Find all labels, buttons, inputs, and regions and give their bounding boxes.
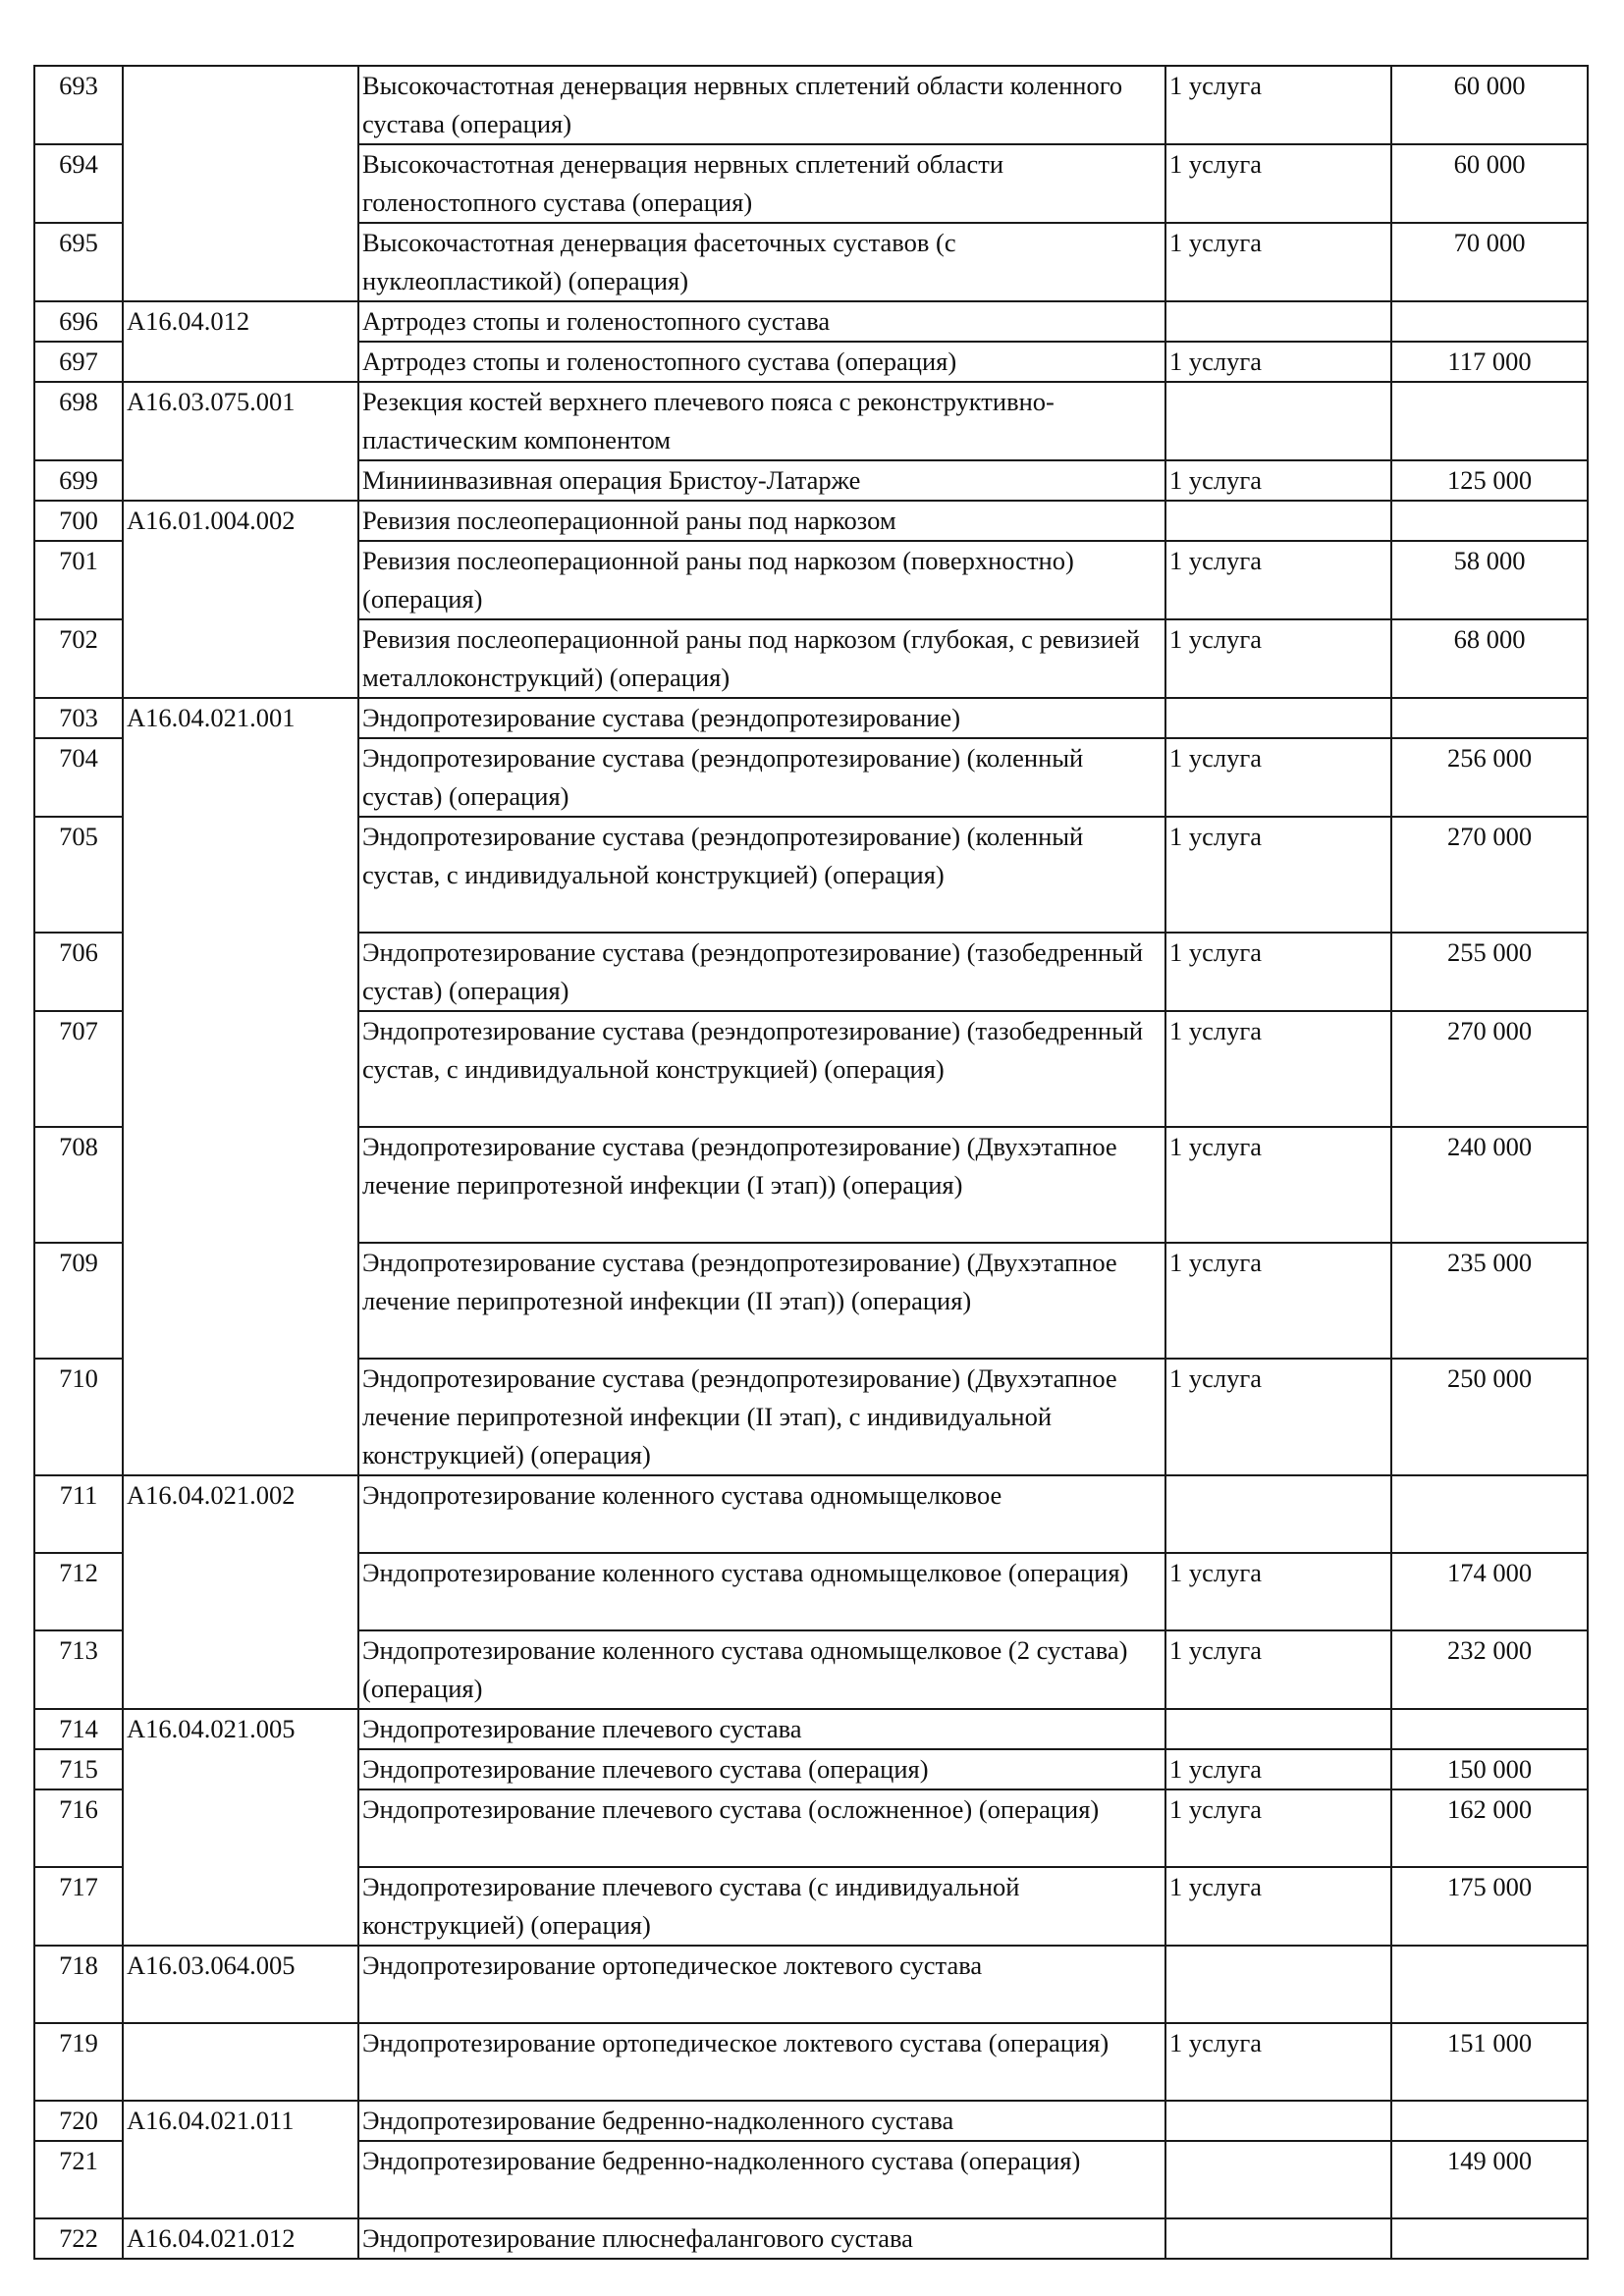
table-row <box>34 1475 1588 1553</box>
service-code <box>123 66 358 301</box>
service-name: Миниинвазивная операция Бристоу-Латарже <box>358 460 1165 501</box>
service-unit: 1 услуга <box>1165 1553 1391 1630</box>
service-unit <box>1165 301 1391 342</box>
service-unit: 1 услуга <box>1165 342 1391 382</box>
service-name: Высокочастотная денервация фасеточных суставов (с нуклеопластикой) (операция) <box>358 223 1165 301</box>
service-price <box>1391 501 1588 541</box>
service-price: 125 000 <box>1391 460 1588 501</box>
service-name: Артродез стопы и голеностопного сустава (операция) <box>358 342 1165 382</box>
service-code: A16.04.021.012 <box>123 2218 358 2259</box>
table-row <box>34 382 1588 460</box>
table-row <box>34 66 1588 144</box>
row-number: 696 <box>34 301 123 342</box>
service-price: 255 000 <box>1391 933 1588 1011</box>
service-price: 174 000 <box>1391 1553 1588 1630</box>
row-number: 706 <box>34 933 123 1011</box>
row-number: 704 <box>34 738 123 817</box>
service-name: Эндопротезирование коленного сустава одномыщелковое <box>358 1475 1165 1553</box>
service-unit: 1 услуга <box>1165 817 1391 933</box>
row-number: 707 <box>34 1011 123 1127</box>
service-name: Ревизия послеоперационной раны под наркозом <box>358 501 1165 541</box>
service-name: Эндопротезирование ортопедическое локтевого сустава <box>358 1946 1165 2023</box>
table-row <box>34 698 1588 738</box>
service-price <box>1391 698 1588 738</box>
table-row <box>34 501 1588 541</box>
table-row <box>34 2023 1588 2101</box>
service-unit: 1 услуга <box>1165 1749 1391 1789</box>
row-number: 705 <box>34 817 123 933</box>
service-name: Эндопротезирование коленного сустава одномыщелковое (2 сустава) (операция) <box>358 1630 1165 1709</box>
service-name: Эндопротезирование сустава (реэндопротезирование) (коленный сустав) (операция) <box>358 738 1165 817</box>
row-number: 708 <box>34 1127 123 1243</box>
row-number: 719 <box>34 2023 123 2101</box>
table-row <box>34 2101 1588 2141</box>
service-price <box>1391 2101 1588 2141</box>
service-price: 58 000 <box>1391 541 1588 619</box>
service-name: Эндопротезирование коленного сустава одномыщелковое (операция) <box>358 1553 1165 1630</box>
service-price: 60 000 <box>1391 144 1588 223</box>
service-name: Эндопротезирование плечевого сустава (операция) <box>358 1749 1165 1789</box>
row-number: 709 <box>34 1243 123 1359</box>
service-unit <box>1165 1946 1391 2023</box>
service-price: 270 000 <box>1391 817 1588 933</box>
service-name: Эндопротезирование плечевого сустава (осложненное) (операция) <box>358 1789 1165 1867</box>
row-number: 693 <box>34 66 123 144</box>
service-unit: 1 услуга <box>1165 1011 1391 1127</box>
service-unit: 1 услуга <box>1165 144 1391 223</box>
service-name: Эндопротезирование бедренно-надколенного сустава (операция) <box>358 2141 1165 2218</box>
row-number: 700 <box>34 501 123 541</box>
service-unit <box>1165 2101 1391 2141</box>
service-code <box>123 2023 358 2101</box>
service-unit: 1 услуга <box>1165 1867 1391 1946</box>
service-unit: 1 услуга <box>1165 1243 1391 1359</box>
row-number: 698 <box>34 382 123 460</box>
row-number: 701 <box>34 541 123 619</box>
service-price: 175 000 <box>1391 1867 1588 1946</box>
row-number: 711 <box>34 1475 123 1553</box>
service-name: Резекция костей верхнего плечевого пояса с реконструктивно-пластическим компонентом <box>358 382 1165 460</box>
row-number: 703 <box>34 698 123 738</box>
service-price: 150 000 <box>1391 1749 1588 1789</box>
service-unit: 1 услуга <box>1165 1630 1391 1709</box>
service-name: Эндопротезирование сустава (реэндопротезирование) (коленный сустав, с индивидуальной конструкцией) (операция) <box>358 817 1165 933</box>
service-unit: 1 услуга <box>1165 1789 1391 1867</box>
service-price: 270 000 <box>1391 1011 1588 1127</box>
service-price: 162 000 <box>1391 1789 1588 1867</box>
service-unit: 1 услуга <box>1165 66 1391 144</box>
service-name: Ревизия послеоперационной раны под наркозом (поверхностно) (операция) <box>358 541 1165 619</box>
service-price <box>1391 1475 1588 1553</box>
service-unit <box>1165 698 1391 738</box>
row-number: 715 <box>34 1749 123 1789</box>
price-table <box>33 65 1589 2260</box>
service-unit: 1 услуга <box>1165 1359 1391 1475</box>
service-name: Эндопротезирование плюснефалангового сустава <box>358 2218 1165 2259</box>
service-price <box>1391 2218 1588 2259</box>
service-unit: 1 услуга <box>1165 933 1391 1011</box>
service-price <box>1391 382 1588 460</box>
service-name: Ревизия послеоперационной раны под наркозом (глубокая, с ревизией металлоконструкций) (операция) <box>358 619 1165 698</box>
service-price: 117 000 <box>1391 342 1588 382</box>
service-price: 151 000 <box>1391 2023 1588 2101</box>
service-name: Эндопротезирование плечевого сустава <box>358 1709 1165 1749</box>
service-price <box>1391 1946 1588 2023</box>
service-unit: 1 услуга <box>1165 223 1391 301</box>
service-price <box>1391 1709 1588 1749</box>
row-number: 695 <box>34 223 123 301</box>
service-unit: 1 услуга <box>1165 619 1391 698</box>
service-price: 60 000 <box>1391 66 1588 144</box>
service-unit: 1 услуга <box>1165 1127 1391 1243</box>
service-unit: 1 услуга <box>1165 738 1391 817</box>
service-name: Высокочастотная денервация нервных сплетений области голеностопного сустава (операция) <box>358 144 1165 223</box>
service-price: 250 000 <box>1391 1359 1588 1475</box>
service-unit <box>1165 382 1391 460</box>
service-price: 232 000 <box>1391 1630 1588 1709</box>
row-number: 721 <box>34 2141 123 2218</box>
service-name: Эндопротезирование бедренно-надколенного сустава <box>358 2101 1165 2141</box>
table-row <box>34 1709 1588 1749</box>
service-code: A16.04.021.002 <box>123 1475 358 1709</box>
service-name: Высокочастотная денервация нервных сплетений области коленного сустава (операция) <box>358 66 1165 144</box>
service-code: A16.04.021.011 <box>123 2101 358 2218</box>
table-row <box>34 301 1588 342</box>
service-price: 68 000 <box>1391 619 1588 698</box>
service-price: 240 000 <box>1391 1127 1588 1243</box>
service-price: 70 000 <box>1391 223 1588 301</box>
row-number: 697 <box>34 342 123 382</box>
service-price: 149 000 <box>1391 2141 1588 2218</box>
service-name: Эндопротезирование сустава (реэндопротезирование) (Двухэтапное лечение перипротезной инфекции (II этап), с индивидуальной конструкцией) (операция) <box>358 1359 1165 1475</box>
service-name: Эндопротезирование плечевого сустава (с индивидуальной конструкцией) (операция) <box>358 1867 1165 1946</box>
row-number: 716 <box>34 1789 123 1867</box>
service-name: Эндопротезирование сустава (реэндопротезирование) (Двухэтапное лечение перипротезной инфекции (II этап)) (операция) <box>358 1243 1165 1359</box>
service-code: A16.03.064.005 <box>123 1946 358 2023</box>
service-code: A16.01.004.002 <box>123 501 358 698</box>
service-code: A16.04.021.005 <box>123 1709 358 1946</box>
service-name: Эндопротезирование сустава (реэндопротезирование) (тазобедренный сустав) (операция) <box>358 933 1165 1011</box>
row-number: 699 <box>34 460 123 501</box>
service-code: A16.04.021.001 <box>123 698 358 1475</box>
service-price: 256 000 <box>1391 738 1588 817</box>
service-name: Эндопротезирование сустава (реэндопротезирование) <box>358 698 1165 738</box>
service-name: Эндопротезирование сустава (реэндопротезирование) (Двухэтапное лечение перипротезной инфекции (I этап)) (операция) <box>358 1127 1165 1243</box>
service-name: Эндопротезирование ортопедическое локтевого сустава (операция) <box>358 2023 1165 2101</box>
service-name: Эндопротезирование сустава (реэндопротезирование) (тазобедренный сустав, с индивидуальной конструкцией) (операция) <box>358 1011 1165 1127</box>
service-unit <box>1165 1709 1391 1749</box>
row-number: 718 <box>34 1946 123 2023</box>
price-table-body <box>34 66 1588 2259</box>
service-unit <box>1165 1475 1391 1553</box>
service-code: A16.04.012 <box>123 301 358 382</box>
service-unit <box>1165 2141 1391 2218</box>
service-code: A16.03.075.001 <box>123 382 358 501</box>
service-unit: 1 услуга <box>1165 541 1391 619</box>
table-row <box>34 1946 1588 2023</box>
row-number: 714 <box>34 1709 123 1749</box>
row-number: 722 <box>34 2218 123 2259</box>
service-unit: 1 услуга <box>1165 460 1391 501</box>
row-number: 694 <box>34 144 123 223</box>
row-number: 702 <box>34 619 123 698</box>
table-row <box>34 2218 1588 2259</box>
service-unit <box>1165 2218 1391 2259</box>
row-number: 710 <box>34 1359 123 1475</box>
service-unit <box>1165 501 1391 541</box>
row-number: 712 <box>34 1553 123 1630</box>
row-number: 717 <box>34 1867 123 1946</box>
price-list-page <box>33 65 1589 2260</box>
row-number: 720 <box>34 2101 123 2141</box>
service-price <box>1391 301 1588 342</box>
service-name: Артродез стопы и голеностопного сустава <box>358 301 1165 342</box>
row-number: 713 <box>34 1630 123 1709</box>
service-unit: 1 услуга <box>1165 2023 1391 2101</box>
service-price: 235 000 <box>1391 1243 1588 1359</box>
